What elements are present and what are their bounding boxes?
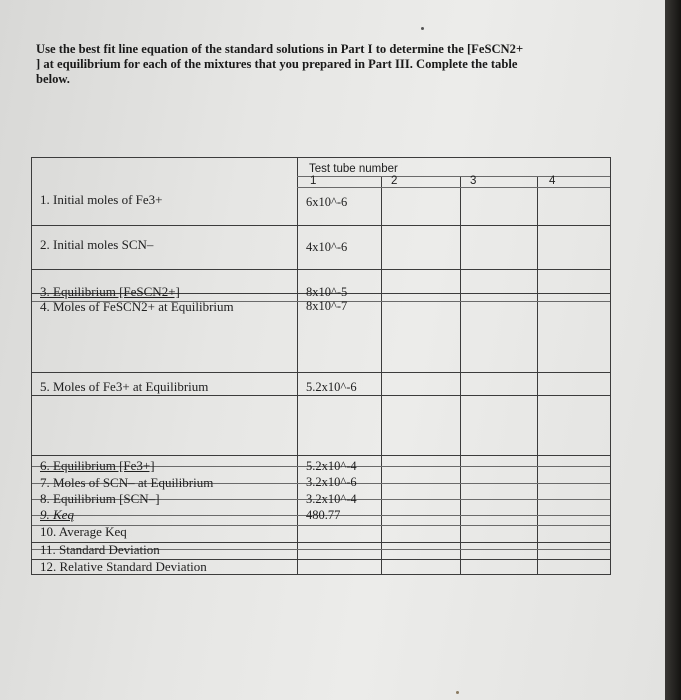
value-equilibrium-fe3: 5.2x10^-4 (306, 459, 357, 473)
instructions-line: Use the best fit line equation of the standard solutions in Part I to determine the [FeSCN2+ (36, 42, 524, 56)
instructions-line: below. (36, 72, 70, 86)
background-edge (665, 0, 681, 700)
row-label-moles-fe3-equilibrium: 5. Moles of Fe3+ at Equilibrium (40, 379, 209, 394)
row-label-moles-scn-equilibrium: 7. Moles of SCN– at Equilibrium (40, 475, 214, 490)
tube-1-header: 1 (310, 175, 317, 187)
tube-3-header: 3 (470, 175, 477, 187)
tube-4-header: 4 (549, 175, 556, 187)
value-moles-scn-equilibrium: 3.2x10^-6 (306, 475, 357, 489)
results-table (31, 157, 611, 575)
row-label-equilibrium-fescn2: 3. Equilibrium [FeSCN2+] (40, 284, 180, 299)
row-label-standard-deviation: 11. Standard Deviation (40, 542, 160, 557)
value-moles-fe3-equilibrium: 5.2x10^-6 (306, 380, 357, 394)
row-label-equilibrium-scn: 8. Equilibrium [SCN–] (40, 491, 160, 506)
row-label-relative-standard-deviation: 12. Relative Standard Deviation (40, 559, 207, 574)
instructions-line: ] at equilibrium for each of the mixtures that you prepared in Part III. Complete the table (36, 57, 518, 71)
row-label-keq: 9. Keq (40, 507, 74, 522)
row-label-initial-moles-fe3: 1. Initial moles of Fe3+ (40, 192, 163, 207)
value-initial-moles-scn: 4x10^-6 (306, 240, 348, 254)
row-label-moles-fescn2-equilibrium: 4. Moles of FeSCN2+ at Equilibrium (40, 299, 234, 314)
test-tube-number-header: Test tube number (309, 163, 398, 175)
value-initial-moles-fe3: 6x10^-6 (306, 195, 348, 209)
row-label-initial-moles-scn: 2. Initial moles SCN– (40, 237, 154, 252)
paper-speck (421, 27, 424, 30)
value-keq: 480.77 (306, 508, 341, 522)
tube-2-header: 2 (391, 175, 398, 187)
value-moles-fescn2-equilibrium: 8x10^-7 (306, 299, 348, 313)
value-equilibrium-scn: 3.2x10^-4 (306, 492, 357, 506)
row-label-average-keq: 10. Average Keq (40, 524, 127, 539)
instructions-text (36, 42, 616, 87)
row-label-equilibrium-fe3: 6. Equilibrium [Fe3+] (40, 458, 155, 473)
paper-speck (456, 691, 459, 694)
value-equilibrium-fescn2: 8x10^-5 (306, 285, 348, 299)
